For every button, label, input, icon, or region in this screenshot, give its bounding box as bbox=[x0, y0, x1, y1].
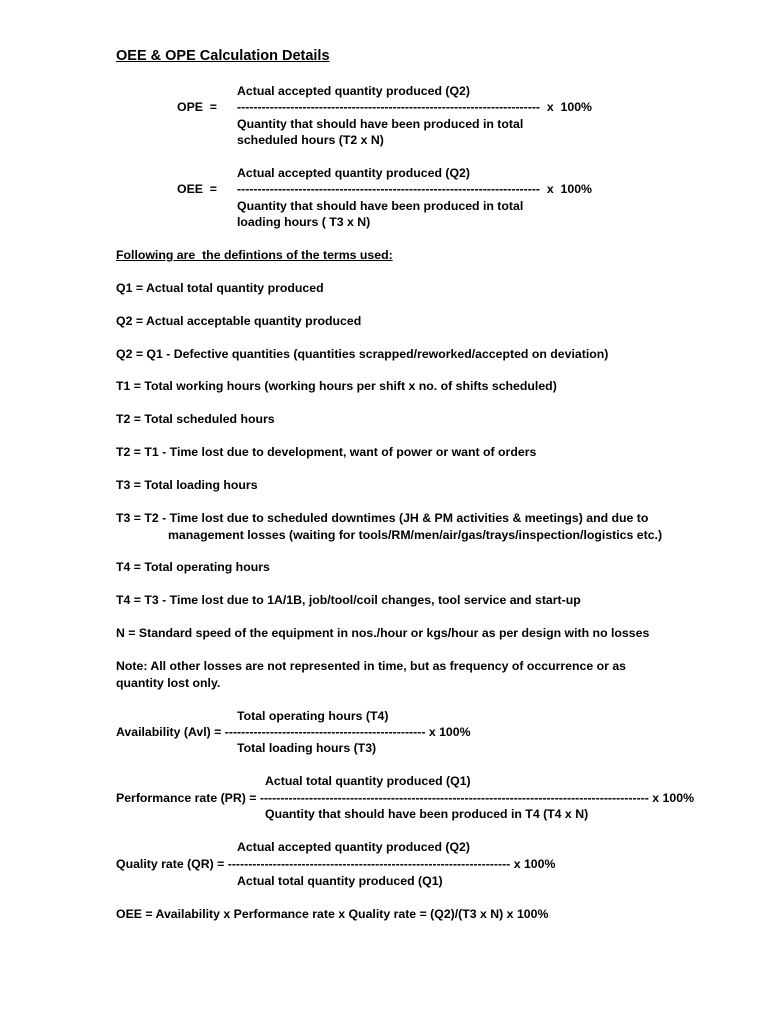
ope-denominator-line2: scheduled hours (T2 x N) bbox=[237, 133, 384, 147]
definition-t3-calc-prefix: T3 = T2 bbox=[116, 511, 163, 525]
definition-q2-calc-prefix: Q2 = Q1 bbox=[116, 347, 167, 361]
definitions-heading: Following are the defintions of the terms used: bbox=[116, 248, 393, 262]
oee-final-formula: OEE = Availability x Performance rate x Quality rate = (Q2)/(T3 x N) x 100% bbox=[116, 907, 549, 921]
definition-t2-calc-rest: - Time lost due to development, want of power or want of orders bbox=[162, 445, 537, 459]
performance-denominator: Quantity that should have been produced in T4 (T4 x N) bbox=[265, 807, 589, 821]
oee-denominator-line1: Quantity that should have been produced in total bbox=[237, 199, 524, 213]
performance-numerator: Actual total quantity produced (Q1) bbox=[265, 774, 471, 788]
oee-label: OEE = bbox=[177, 182, 217, 196]
ope-denominator-line1: Quantity that should have been produced in total bbox=[237, 117, 524, 131]
definition-t4-calc-rest: - Time lost due to 1A/1B, job/tool/coil changes, tool service and start-up bbox=[162, 593, 581, 607]
definition-t1: T1 = Total working hours (working hours per shift x no. of shifts scheduled) bbox=[116, 379, 557, 393]
definition-t3-calc-line2: management losses (waiting for tools/RM/men/air/gas/trays/inspection/logistics etc.) bbox=[168, 528, 663, 542]
definition-t2-calc bbox=[116, 444, 536, 460]
oee-fraction-line: -------------------------------------------------------------------------- x 100% bbox=[237, 182, 592, 196]
oee-denominator-line2: loading hours ( T3 x N) bbox=[237, 215, 371, 229]
availability-equation: Availability (Avl) = ------------------------------------------------- x 100% bbox=[116, 725, 471, 739]
availability-denominator: Total loading hours (T3) bbox=[237, 741, 377, 755]
ope-numerator: Actual accepted quantity produced (Q2) bbox=[237, 84, 470, 98]
definition-q2: Q2 = Actual acceptable quantity produced bbox=[116, 314, 362, 328]
availability-numerator: Total operating hours (T4) bbox=[237, 709, 389, 723]
definition-t3: T3 = Total loading hours bbox=[116, 478, 258, 492]
ope-fraction-line: -------------------------------------------------------------------------- x 100% bbox=[237, 100, 592, 114]
definition-n: N = Standard speed of the equipment in nos./hour or kgs/hour as per design with no losses bbox=[116, 626, 650, 640]
definition-t4: T4 = Total operating hours bbox=[116, 560, 270, 574]
definition-t2-calc-prefix: T2 = T1 bbox=[116, 445, 163, 459]
definition-t4-calc-prefix: T4 = T3 bbox=[116, 593, 163, 607]
definition-q2-calc-rest: - Defective quantities (quantities scrapped/reworked/accepted on deviation) bbox=[166, 347, 609, 361]
definition-t2: T2 = Total scheduled hours bbox=[116, 412, 275, 426]
quality-numerator: Actual accepted quantity produced (Q2) bbox=[237, 840, 470, 854]
quality-equation: Quality rate (QR) = --------------------------------------------------------------------- x 100% bbox=[116, 857, 556, 871]
page-title: OEE & OPE Calculation Details bbox=[116, 48, 330, 64]
definition-t3-calc-rest: - Time lost due to scheduled downtimes (JH & PM activities & meetings) and due to bbox=[162, 511, 649, 525]
definition-t3-calc bbox=[116, 510, 648, 526]
note-line2: quantity lost only. bbox=[116, 676, 221, 690]
definition-q1: Q1 = Actual total quantity produced bbox=[116, 281, 324, 295]
note-line1: Note: All other losses are not represented in time, but as frequency of occurrence or as bbox=[116, 659, 627, 673]
performance-equation: Performance rate (PR) = ----------------------------------------------------------------------------------------------- x 100% bbox=[116, 791, 695, 805]
definition-q2-calc bbox=[116, 346, 608, 362]
definition-t4-calc bbox=[116, 592, 581, 608]
ope-label: OPE = bbox=[177, 100, 217, 114]
quality-denominator: Actual total quantity produced (Q1) bbox=[237, 874, 443, 888]
oee-numerator: Actual accepted quantity produced (Q2) bbox=[237, 166, 470, 180]
